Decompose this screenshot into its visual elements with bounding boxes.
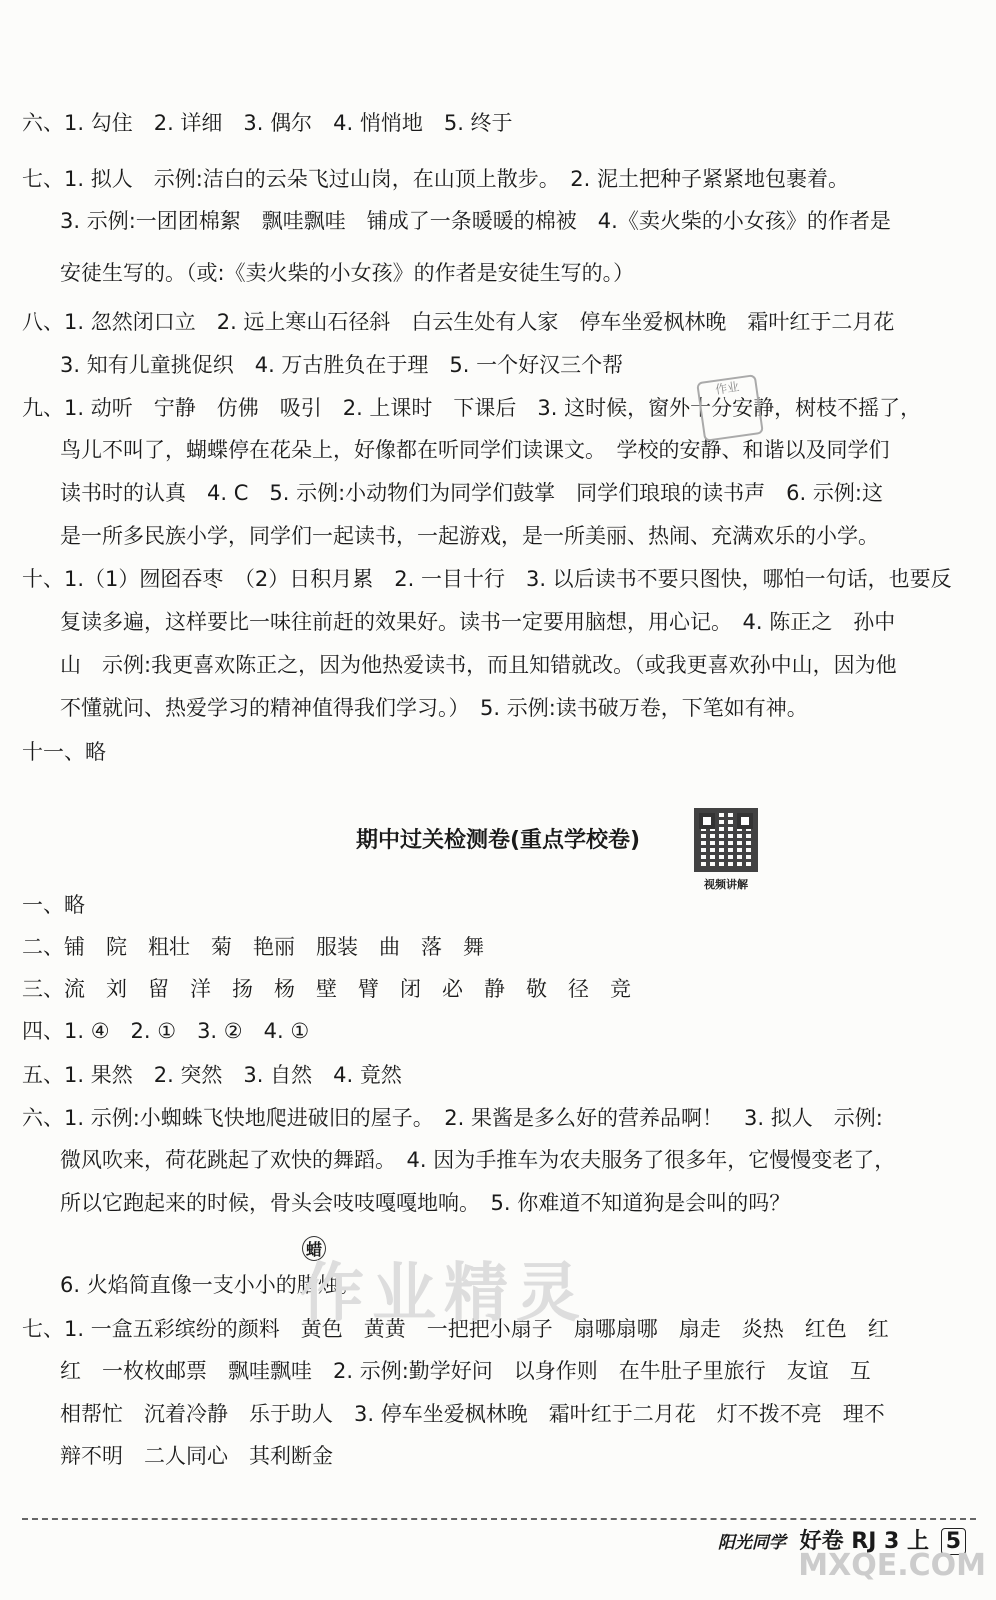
answer-line: 一、略: [22, 893, 85, 917]
qr-code-icon[interactable]: [694, 808, 758, 872]
brand-logo: 阳光同学: [717, 1533, 786, 1553]
answer-line: 相帮忙 沉着冷静 乐于助人 3. 停车坐爱枫林晚 霜叶红于二月花 灯不拨不亮 理不: [60, 1402, 885, 1426]
answer-line: 鸟儿不叫了，蝴蝶停在花朵上，好像都在听同学们读课文。 学校的安静、和谐以及同学们: [60, 438, 890, 462]
answer-line: 辩不明 二人同心 其利断金: [60, 1444, 333, 1468]
answer-line: 六、1. 勾住 2. 详细 3. 偶尔 4. 悄悄地 5. 终于: [22, 111, 513, 135]
answer-line: 七、1. 一盒五彩缤纷的颜料 黄色 黄黄 一把把小扇子 扇哪扇哪 扇走 炎热 红色 红: [22, 1317, 889, 1341]
stamp-text: 作业: [714, 379, 741, 397]
answer-line: 红 一枚枚邮票 飘哇飘哇 2. 示例:勤学好问 以身作则 在牛肚子里旅行 友谊 互: [60, 1359, 871, 1383]
answer-line: 6. 火焰简直像一支小小的腊烛。: [60, 1273, 360, 1297]
answer-line: 二、铺 院 粗壮 菊 艳丽 服装 曲 落 舞: [22, 935, 484, 959]
corner-watermark: MXQE.COM: [798, 1548, 986, 1583]
answer-line: 复读多遍，这样要比一味往前赶的效果好。读书一定要用脑想，用心记。 4. 陈正之 孙中: [60, 610, 896, 634]
homework-stamp: [696, 374, 764, 442]
footer-label: 好卷: [799, 1529, 844, 1554]
answer-line: 四、1. ④ 2. ① 3. ② 4. ①: [22, 1019, 310, 1043]
answer-line: 所以它跑起来的时候，骨头会吱吱嘎嘎地响。 5. 你难道不知道狗是会叫的吗？: [60, 1191, 791, 1215]
answer-line: 山 示例:我更喜欢陈正之，因为他热爱读书，而且知错就改。（或我更喜欢孙中山，因为他: [60, 653, 897, 677]
section-title: 期中过关检测卷(重点学校卷): [355, 828, 641, 853]
answer-line: 3. 示例:一团团棉絮 飘哇飘哇 铺成了一条暖暖的棉被 4.《卖火柴的小女孩》的作者是: [60, 209, 891, 233]
answer-line: 微风吹来，荷花跳起了欢快的舞蹈。 4. 因为手推车为农夫服务了很多年，它慢慢变老了，: [60, 1148, 896, 1172]
answer-line: 三、流 刘 留 洋 扬 杨 壁 臂 闭 必 静 敬 径 竞: [22, 977, 631, 1001]
watermark: 作业精灵: [300, 1256, 588, 1331]
answer-line: 八、1. 忽然闭口立 2. 远上寒山石径斜 白云生处有人家 停车坐爱枫林晚 霜叶红于二月花: [22, 310, 895, 334]
answer-line: 读书时的认真 4. C 5. 示例:小动物们为同学们鼓掌 同学们琅琅的读书声 6. 示例:这: [60, 481, 883, 505]
answer-line: 3. 知有儿童挑促织 4. 万古胜负在于理 5. 一个好汉三个帮: [60, 353, 624, 377]
footer-divider: [22, 1518, 976, 1520]
answer-line: 不懂就问、热爱学习的精神值得我们学习。） 5. 示例:读书破万卷，下笔如有神。: [60, 696, 808, 720]
correction-mark: 蜡: [302, 1236, 326, 1261]
qr-label: 视频讲解: [704, 878, 748, 891]
answer-line: 安徒生写的。（或:《卖火柴的小女孩》的作者是安徒生写的。）: [60, 261, 635, 285]
page-number: 5: [941, 1528, 966, 1555]
answer-line: 六、1. 示例:小蜘蛛飞快地爬进破旧的屋子。 2. 果酱是多么好的营养品啊！ 3. 拟人 示例:: [22, 1106, 883, 1130]
answer-line: 十、1.（1）囫囵吞枣 （2）日积月累 2. 一目十行 3. 以后读书不要只图快，哪怕一句话，也要反: [22, 567, 952, 591]
answer-line: 九、1. 动听 宁静 仿佛 吸引 2. 上课时 下课后 3. 这时候，窗外十分安静，树枝不摇了，: [22, 396, 922, 420]
answer-line: 是一所多民族小学，同学们一起读书，一起游戏，是一所美丽、热闹、充满欢乐的小学。: [60, 524, 879, 548]
answer-line: 七、1. 拟人 示例:洁白的云朵飞过山岗，在山顶上散步。 2. 泥土把种子紧紧地包裹着。: [22, 167, 849, 191]
answer-line: 五、1. 果然 2. 突然 3. 自然 4. 竟然: [22, 1063, 402, 1087]
footer-code: RJ 3 上: [851, 1529, 930, 1554]
answer-line: 十一、略: [22, 740, 106, 764]
